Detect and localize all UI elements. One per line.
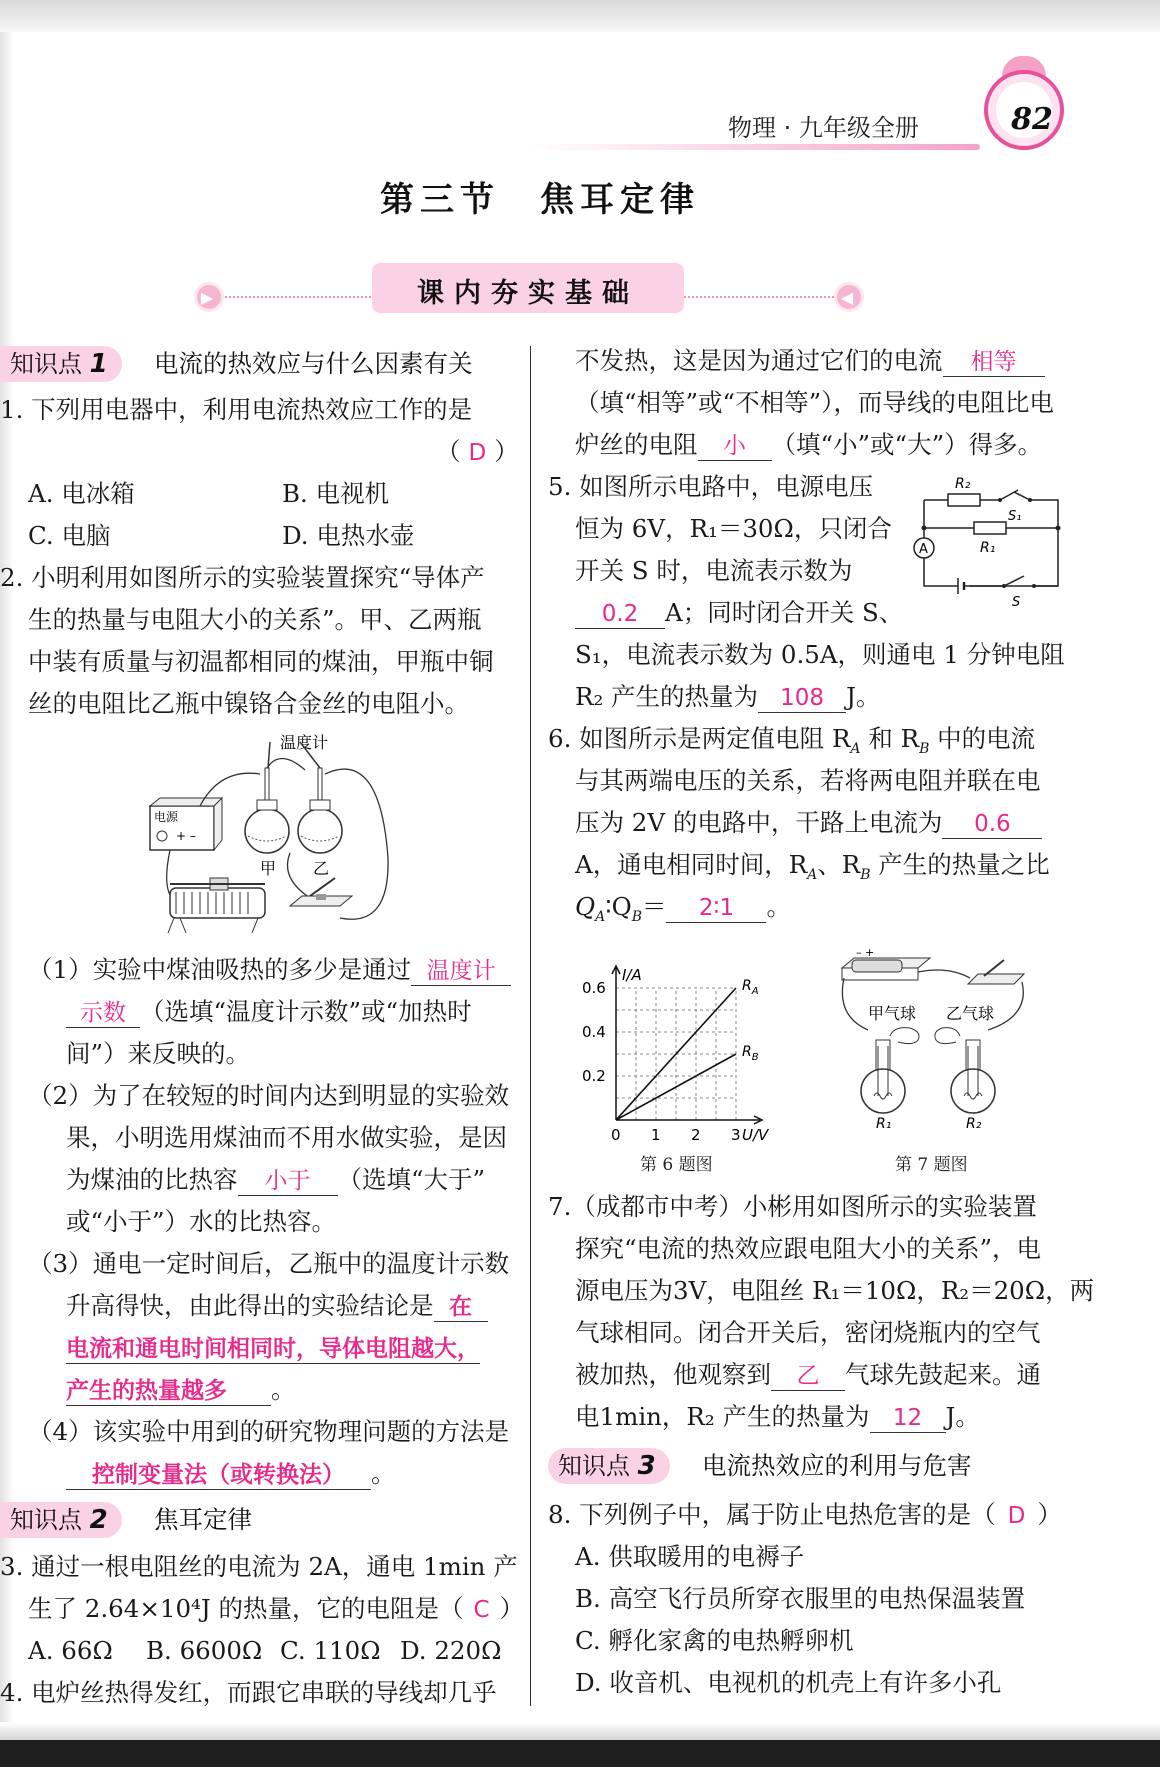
banner-arrow-left-icon: ▶ (194, 282, 224, 312)
svg-text:A: A (919, 542, 928, 557)
q7-flask-r1 (861, 1069, 905, 1113)
q2-part3-line4: 产生的热量越多 。 (66, 1375, 296, 1404)
q7-line-3: 源电压为3V，电阻丝 R₁＝10Ω，R₂＝20Ω，两 (575, 1276, 1095, 1305)
left-shadow (0, 32, 14, 1732)
x-tick-label: 3 (731, 1126, 741, 1144)
q2-bottle-yi-label: 乙 (313, 859, 330, 878)
q2-part1-answer-b: 示数 (66, 999, 140, 1028)
knowledge-point-1-title: 电流的热效应与什么因素有关 (154, 349, 473, 378)
q8-stem: 8. 下列例子中，属于防止电热危害的是（ D ） (548, 1500, 1062, 1529)
q5-line-6: R₂ 产生的热量为 108 J。 (575, 682, 881, 711)
q2-line-1: 2. 小明利用如图所示的实验装置探究“导体产 (0, 563, 485, 592)
y-tick-label: 0.2 (582, 1067, 606, 1085)
q1-answer-bracket: （ D ） (436, 437, 519, 466)
q7-answer-1: 乙 (771, 1362, 845, 1391)
knowledge-point-3-title: 电流热效应的利用与危害 (702, 1451, 972, 1480)
q7-figure-caption: 第 7 题图 (895, 1155, 968, 1175)
q5-switch-s1 (1000, 490, 1018, 500)
q5-answer-1: 0.2 (575, 600, 665, 629)
q2-thermometer-label: 温度计 (280, 733, 329, 752)
q1-answer: D (468, 440, 487, 466)
q2-part2-line2: 果，小明选用煤油而不用水做实验，是因 (66, 1123, 507, 1152)
q3-line-2: 生了 2.64×10⁴J 的热量，它的电阻是（ C ） (28, 1594, 525, 1623)
q2-line-2: 生的热量与电阻大小的关系”。甲、乙两瓶 (28, 605, 482, 634)
q2-part2-line4: 或“小于”）水的比热容。 (66, 1207, 337, 1236)
q6-line-1: 6. 如图所示是两定值电阻 $R_A$ 和 $R_B$ 中的电流 (548, 724, 1036, 757)
q2-bottle-jia-label: 甲 (260, 859, 277, 878)
q2-terminals: + – (176, 829, 196, 843)
y-tick-label: 0.6 (582, 979, 606, 997)
q5-line-5: S₁，电流表示数为 0.5A，则通电 1 分钟电阻 (575, 640, 1065, 669)
q2-part1-line3: 间”）来反映的。 (66, 1039, 251, 1068)
q7-apparatus-figure (838, 946, 1028, 1136)
knowledge-point-2-label: 知识点 2 (0, 1502, 122, 1538)
q6-line-2: 与其两端电压的关系，若将两电阻并联在电 (575, 766, 1041, 795)
q3-option-d: D. 220Ω (400, 1636, 502, 1665)
q2-part1-answer-a: 温度计 (411, 957, 511, 986)
q6-answer-1: 0.6 (942, 810, 1042, 839)
q7-left-balloon-label: 甲气球 (868, 1004, 917, 1023)
q2-part3-answer-b: 电流和通电时间相同时，导体电阻越大， (66, 1336, 480, 1362)
q7-answer-2: 12 (870, 1404, 946, 1433)
q2-part3-answer-c: 产生的热量越多 (66, 1377, 271, 1406)
q7-battery (852, 960, 902, 972)
q7-line-6: 电1min，R₂ 产生的热量为 12 J。 (575, 1402, 980, 1431)
header-subject: 物理 · 九年级全册 (728, 114, 919, 142)
q2-part4-answer: 控制变量法（或转换法） (66, 1461, 371, 1490)
q3-option-b: B. 6600Ω (146, 1636, 263, 1665)
q2-part3-line1: （3）通电一定时间后，乙瓶中的温度计示数 (28, 1249, 510, 1278)
q6-line-4: A，通电相同时间，$R_A$、$R_B$ 产生的热量之比 (575, 850, 1050, 883)
q6-line-3: 压为 2V 的电路中，干路上电流为 0.6 (575, 808, 1042, 839)
q2-part1-line2: 示数 （选填“温度计示数”或“加热时 (66, 997, 472, 1028)
q3-line-1: 3. 通过一根电阻丝的电流为 2A，通电 1min 产 (0, 1552, 518, 1581)
q7-line-2: 探究“电流的热效应跟电阻大小的关系”，电 (575, 1234, 1042, 1263)
q2-part3-answer-a: 在 (434, 1293, 488, 1322)
series-label-ra: $R_A$ (742, 978, 759, 997)
q5-resistor-r1 (974, 522, 1006, 534)
q1-option-d: D. 电热水壶 (282, 521, 415, 550)
q8-option-d: D. 收音机、电视机的机壳上有许多小孔 (575, 1668, 1002, 1697)
banner-text: 课内夯实基础 (417, 278, 639, 309)
q2-line-3: 中装有质量与初温都相同的煤油，甲瓶中铜 (28, 647, 494, 676)
q8-option-a: A. 供取暖用的电褥子 (575, 1542, 805, 1571)
q4-answer-2: 小 (698, 432, 772, 461)
page-number: 82 (1011, 102, 1053, 137)
y-tick-label: 0.4 (582, 1023, 606, 1041)
q3-option-c: C. 110Ω (280, 1636, 381, 1665)
q7-flask-r2 (951, 1069, 995, 1113)
banner-dotted-right (684, 296, 834, 300)
banner-dotted-left (225, 296, 375, 300)
series-label-rb: $R_B$ (742, 1044, 759, 1063)
q4-answer-1: 相等 (943, 348, 1045, 377)
q3-answer: C (473, 1597, 490, 1623)
x-axis-label: U/V (742, 1126, 769, 1144)
q2-part1-line1: （1）实验中煤油吸热的多少是通过 温度计 (28, 955, 511, 986)
q2-apparatus-figure (140, 728, 400, 940)
q7-battery-terminals: – + (856, 946, 875, 959)
q2-part2-line3: 为煤油的比热容 小于 （选填“大于” (66, 1165, 486, 1194)
q6-answer-2: 2∶1 (666, 894, 766, 923)
q5-line-4: 0.2 A；同时闭合开关 S、 (575, 598, 903, 629)
q2-part3-line3 (66, 1333, 480, 1364)
x-tick-label: 0 (611, 1126, 621, 1144)
q5-circuit-diagram (900, 470, 1064, 610)
x-tick-label: 1 (651, 1126, 661, 1144)
top-shadow (0, 0, 1160, 32)
q4-line-3: （填“相等”或“不相等”），而导线的电阻比电 (575, 388, 1054, 417)
knowledge-point-1-label: 知识点 1 (0, 346, 122, 382)
q2-part4-line2: 控制变量法（或转换法） 。 (66, 1459, 396, 1490)
q4-line-4: 炉丝的电阻 小 （填“小”或“大”）得多。 (575, 430, 1043, 459)
y-axis-label: I/A (622, 966, 642, 984)
svg-text:R₁: R₁ (980, 540, 996, 556)
banner (372, 263, 684, 313)
bottom-bar (0, 1740, 1160, 1767)
svg-text:S: S (1012, 595, 1021, 610)
svg-text:R₂: R₂ (955, 476, 971, 492)
banner-arrow-right-icon: ◀ (834, 282, 864, 312)
q8-option-b: B. 高空飞行员所穿衣服里的电热保温装置 (575, 1584, 1026, 1613)
q2-part2-line1: （2）为了在较短的时间内达到明显的实验效 (28, 1081, 510, 1110)
header-rule (530, 144, 980, 150)
knowledge-point-3-label: 知识点 3 (548, 1448, 670, 1484)
q7-line-1: 7.（成都市中考）小彬用如图所示的实验装置 (548, 1192, 1037, 1221)
q8-option-c: C. 孵化家禽的电热孵卵机 (575, 1626, 854, 1655)
svg-text:R₁: R₁ (876, 1116, 892, 1132)
q7-line-4: 气球相同。闭合开关后，密闭烧瓶内的空气 (575, 1318, 1041, 1347)
page-number-badge (984, 70, 1064, 150)
q6-line-5: $Q_A∶Q_B=$ 2∶1 。 (575, 892, 791, 925)
svg-text:S₁: S₁ (1008, 509, 1022, 524)
q7-right-balloon-label: 乙气球 (946, 1004, 995, 1023)
q2-part3-line2: 升高得快，由此得出的实验结论是 在 (66, 1291, 488, 1322)
q7-right-balloon (935, 1028, 960, 1044)
q5-line-3: 开关 S 时，电流表示数为 (575, 556, 853, 585)
q1-option-c: C. 电脑 (28, 521, 111, 550)
q5-line-2: 恒为 6V，R₁＝30Ω，只闭合 (575, 514, 892, 543)
q2-line-4: 丝的电阻比乙瓶中镍铬合金丝的电阻小。 (28, 689, 469, 718)
page-number-circle (996, 82, 1052, 138)
q7-left-balloon (890, 1028, 919, 1044)
q5-switch-s (964, 576, 1058, 586)
bottom-shadow (0, 1722, 1160, 1740)
column-divider (530, 346, 531, 1706)
q6-iu-chart (572, 966, 812, 1144)
q5-answer-2: 108 (758, 684, 846, 713)
q7-line-5: 被加热，他观察到 乙 气球先鼓起来。通 (575, 1360, 1041, 1389)
q4-line-2: 不发热，这是因为通过它们的电流 相等 (575, 346, 1045, 377)
section-title: 第三节 焦耳定律 (380, 180, 700, 220)
q4-line-1: 4. 电炉丝热得发红，而跟它串联的导线却几乎 (0, 1678, 497, 1707)
q6-figure-caption: 第 6 题图 (640, 1155, 713, 1175)
q5-line-1: 5. 如图所示电路中，电源电压 (548, 472, 874, 501)
q2-part2-answer: 小于 (238, 1167, 338, 1196)
q2-power-label: 电源 (154, 810, 179, 824)
q1-option-b: B. 电视机 (282, 479, 390, 508)
q1-option-a: A. 电冰箱 (28, 479, 135, 508)
q5-resistor-r2 (948, 494, 980, 506)
knowledge-point-2-title: 焦耳定律 (154, 1505, 252, 1534)
x-tick-label: 2 (691, 1126, 701, 1144)
q8-answer: D (1007, 1503, 1026, 1529)
q3-option-a: A. 66Ω (28, 1636, 113, 1665)
q1-stem: 1. 下列用电器中，利用电流热效应工作的是 (0, 395, 473, 424)
svg-text:R₂: R₂ (966, 1116, 982, 1132)
q2-part4-line1: （4）该实验中用到的研究物理问题的方法是 (28, 1417, 510, 1446)
